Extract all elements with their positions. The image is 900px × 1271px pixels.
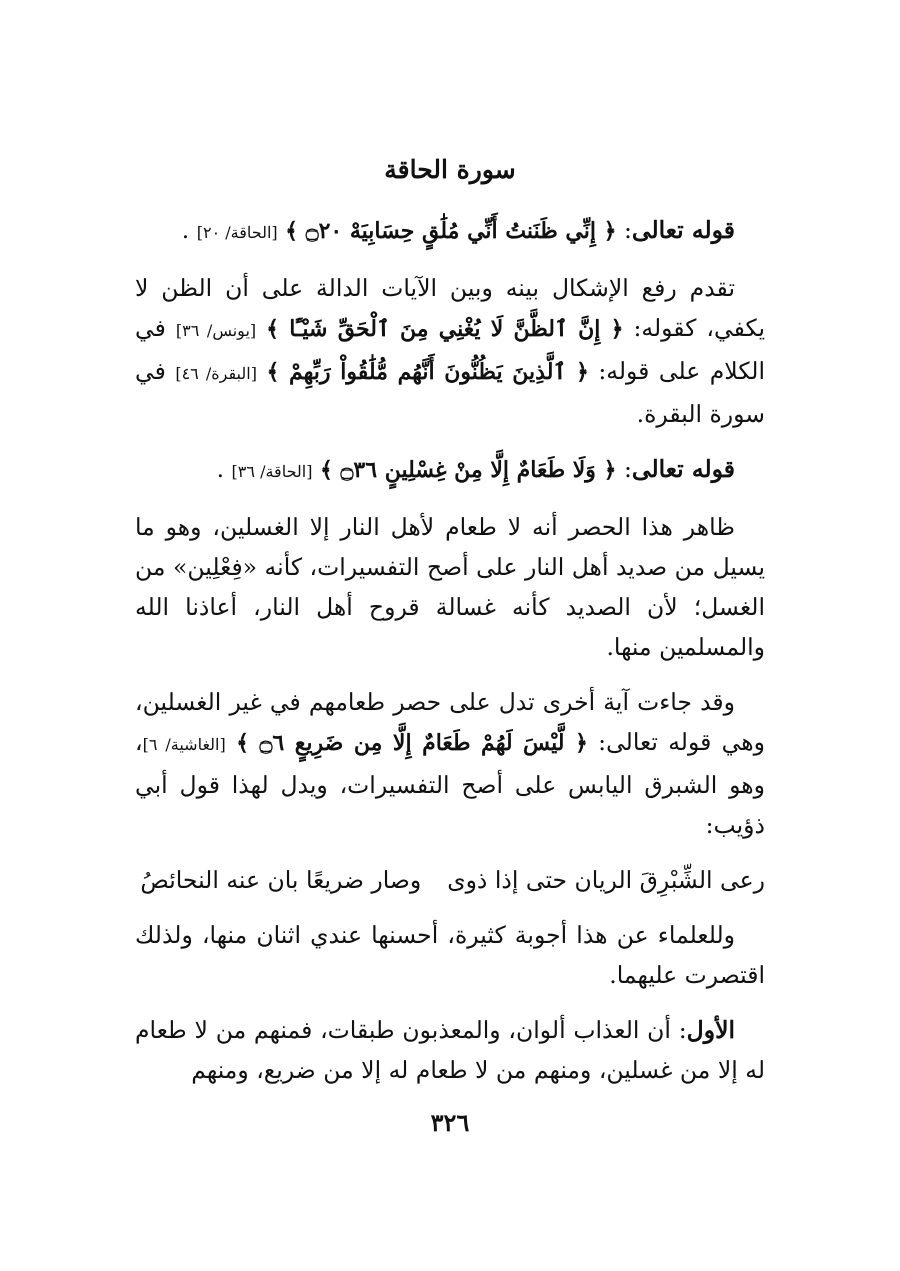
- quran-verse: ﴿ إِنَّ ٱلظَّنَّ لَا يُغْنِي مِنَ ٱلْحَقِّ شَيْـًٔا ﴾: [266, 316, 624, 342]
- verse-reference: [الحاقة/ ٣٦]: [231, 462, 313, 481]
- page-number: ٣٢٦: [430, 1108, 470, 1137]
- paragraph-1: تقدم رفع الإشكال بينه وبين الآيات الدالة على أن الظن لا يكفي، كقوله: ﴿ إِنَّ ٱلظَّنَّ لَا يُغْنِي مِنَ ٱلْحَقِّ شَيْـًٔا ﴾ [يونس/ ٣٦] في الكلام على قوله: ﴿ ٱلَّذِينَ يَظُنُّونَ أَنَّهُم مُّلَٰقُواْ رَبِّهِمْ ﴾ [البقرة/ ٤٦] في سورة البقرة.: [135, 274, 765, 428]
- paragraph-lead: الأول: [686, 1016, 735, 1044]
- heading-lead: قوله تعالى: [631, 216, 735, 244]
- quran-verse: ﴿ وَلَا طَعَامٌ إِلَّا مِنْ غِسْلِينٍ ۝٣٦ ﴾: [319, 457, 617, 483]
- heading-lead: قوله تعالى: [631, 455, 735, 483]
- verse-reference: [الحاقة/ ٢٠]: [196, 223, 278, 242]
- paragraph-3: وقد جاءت آية أخرى تدل على حصر طعامهم في غير الغسلين، وهي قوله تعالى: ﴿ لَّيْسَ لَهُمْ طَعَامٌ إِلَّا مِن ضَرِيعٍ ۝٦ ﴾ [الغاشية/ ٦]، وهو الشبرق اليابس على أصح التفسيرات، ويدل لهذا قول أبي ذؤيب:: [135, 688, 765, 839]
- verse-reference: [الغاشية/ ٦]: [142, 735, 226, 754]
- verse-reference: [البقرة/ ٤٦]: [175, 364, 257, 383]
- quran-verse: ﴿ ٱلَّذِينَ يَظُنُّونَ أَنَّهُم مُّلَٰقُواْ رَبِّهِمْ ﴾: [266, 359, 589, 385]
- poem-hemistich-1: رعى الشِّبْرِقَ الريان حتى إذا ذوى: [447, 866, 765, 894]
- paragraph-4: وللعلماء عن هذا أجوبة كثيرة، أحسنها عندي اثنان منها، ولذلك اقتصرت عليهما.: [135, 921, 765, 989]
- verse-heading-2: قوله تعالى: ﴿ وَلَا طَعَامٌ إِلَّا مِنْ غِسْلِينٍ ۝٣٦ ﴾ [الحاقة/ ٣٦] .: [216, 455, 735, 483]
- paragraph-5: الأول: أن العذاب ألوان، والمعذبون طبقات، فمنهم من لا طعام له إلا من غسلين، ومنهم من لا طعام له إلا من ضريع، ومنهم: [135, 1016, 765, 1084]
- paragraph-2: ظاهر هذا الحصر أنه لا طعام لأهل النار إلا الغسلين، وهو ما يسيل من صديد أهل النار على أصح التفسيرات، كأنه «فِعْلِين» من الغسل؛ لأن الصديد كأنه غسالة قروح أهل النار، أعاذنا الله والمسلمين منها.: [135, 513, 765, 661]
- poem-hemistich-2: وصار ضريعًا بان عنه النحائصُ: [140, 866, 422, 894]
- verse-heading-1: قوله تعالى: ﴿ إِنِّي ظَنَنتُ أَنِّي مُلَٰقٍ حِسَابِيَهْ ۝٢٠ ﴾ [الحاقة/ ٢٠] .: [181, 216, 735, 244]
- verse-reference: [يونس/ ٣٦]: [175, 321, 257, 340]
- surah-title: سورة الحاقة: [384, 155, 516, 184]
- quran-verse: ﴿ لَّيْسَ لَهُمْ طَعَامٌ إِلَّا مِن ضَرِيعٍ ۝٦ ﴾: [236, 730, 588, 756]
- page-body: [135, 150, 765, 1105]
- quran-verse: ﴿ إِنِّي ظَنَنتُ أَنِّي مُلَٰقٍ حِسَابِيَهْ ۝٢٠ ﴾: [285, 218, 617, 244]
- poem-line: [135, 860, 765, 900]
